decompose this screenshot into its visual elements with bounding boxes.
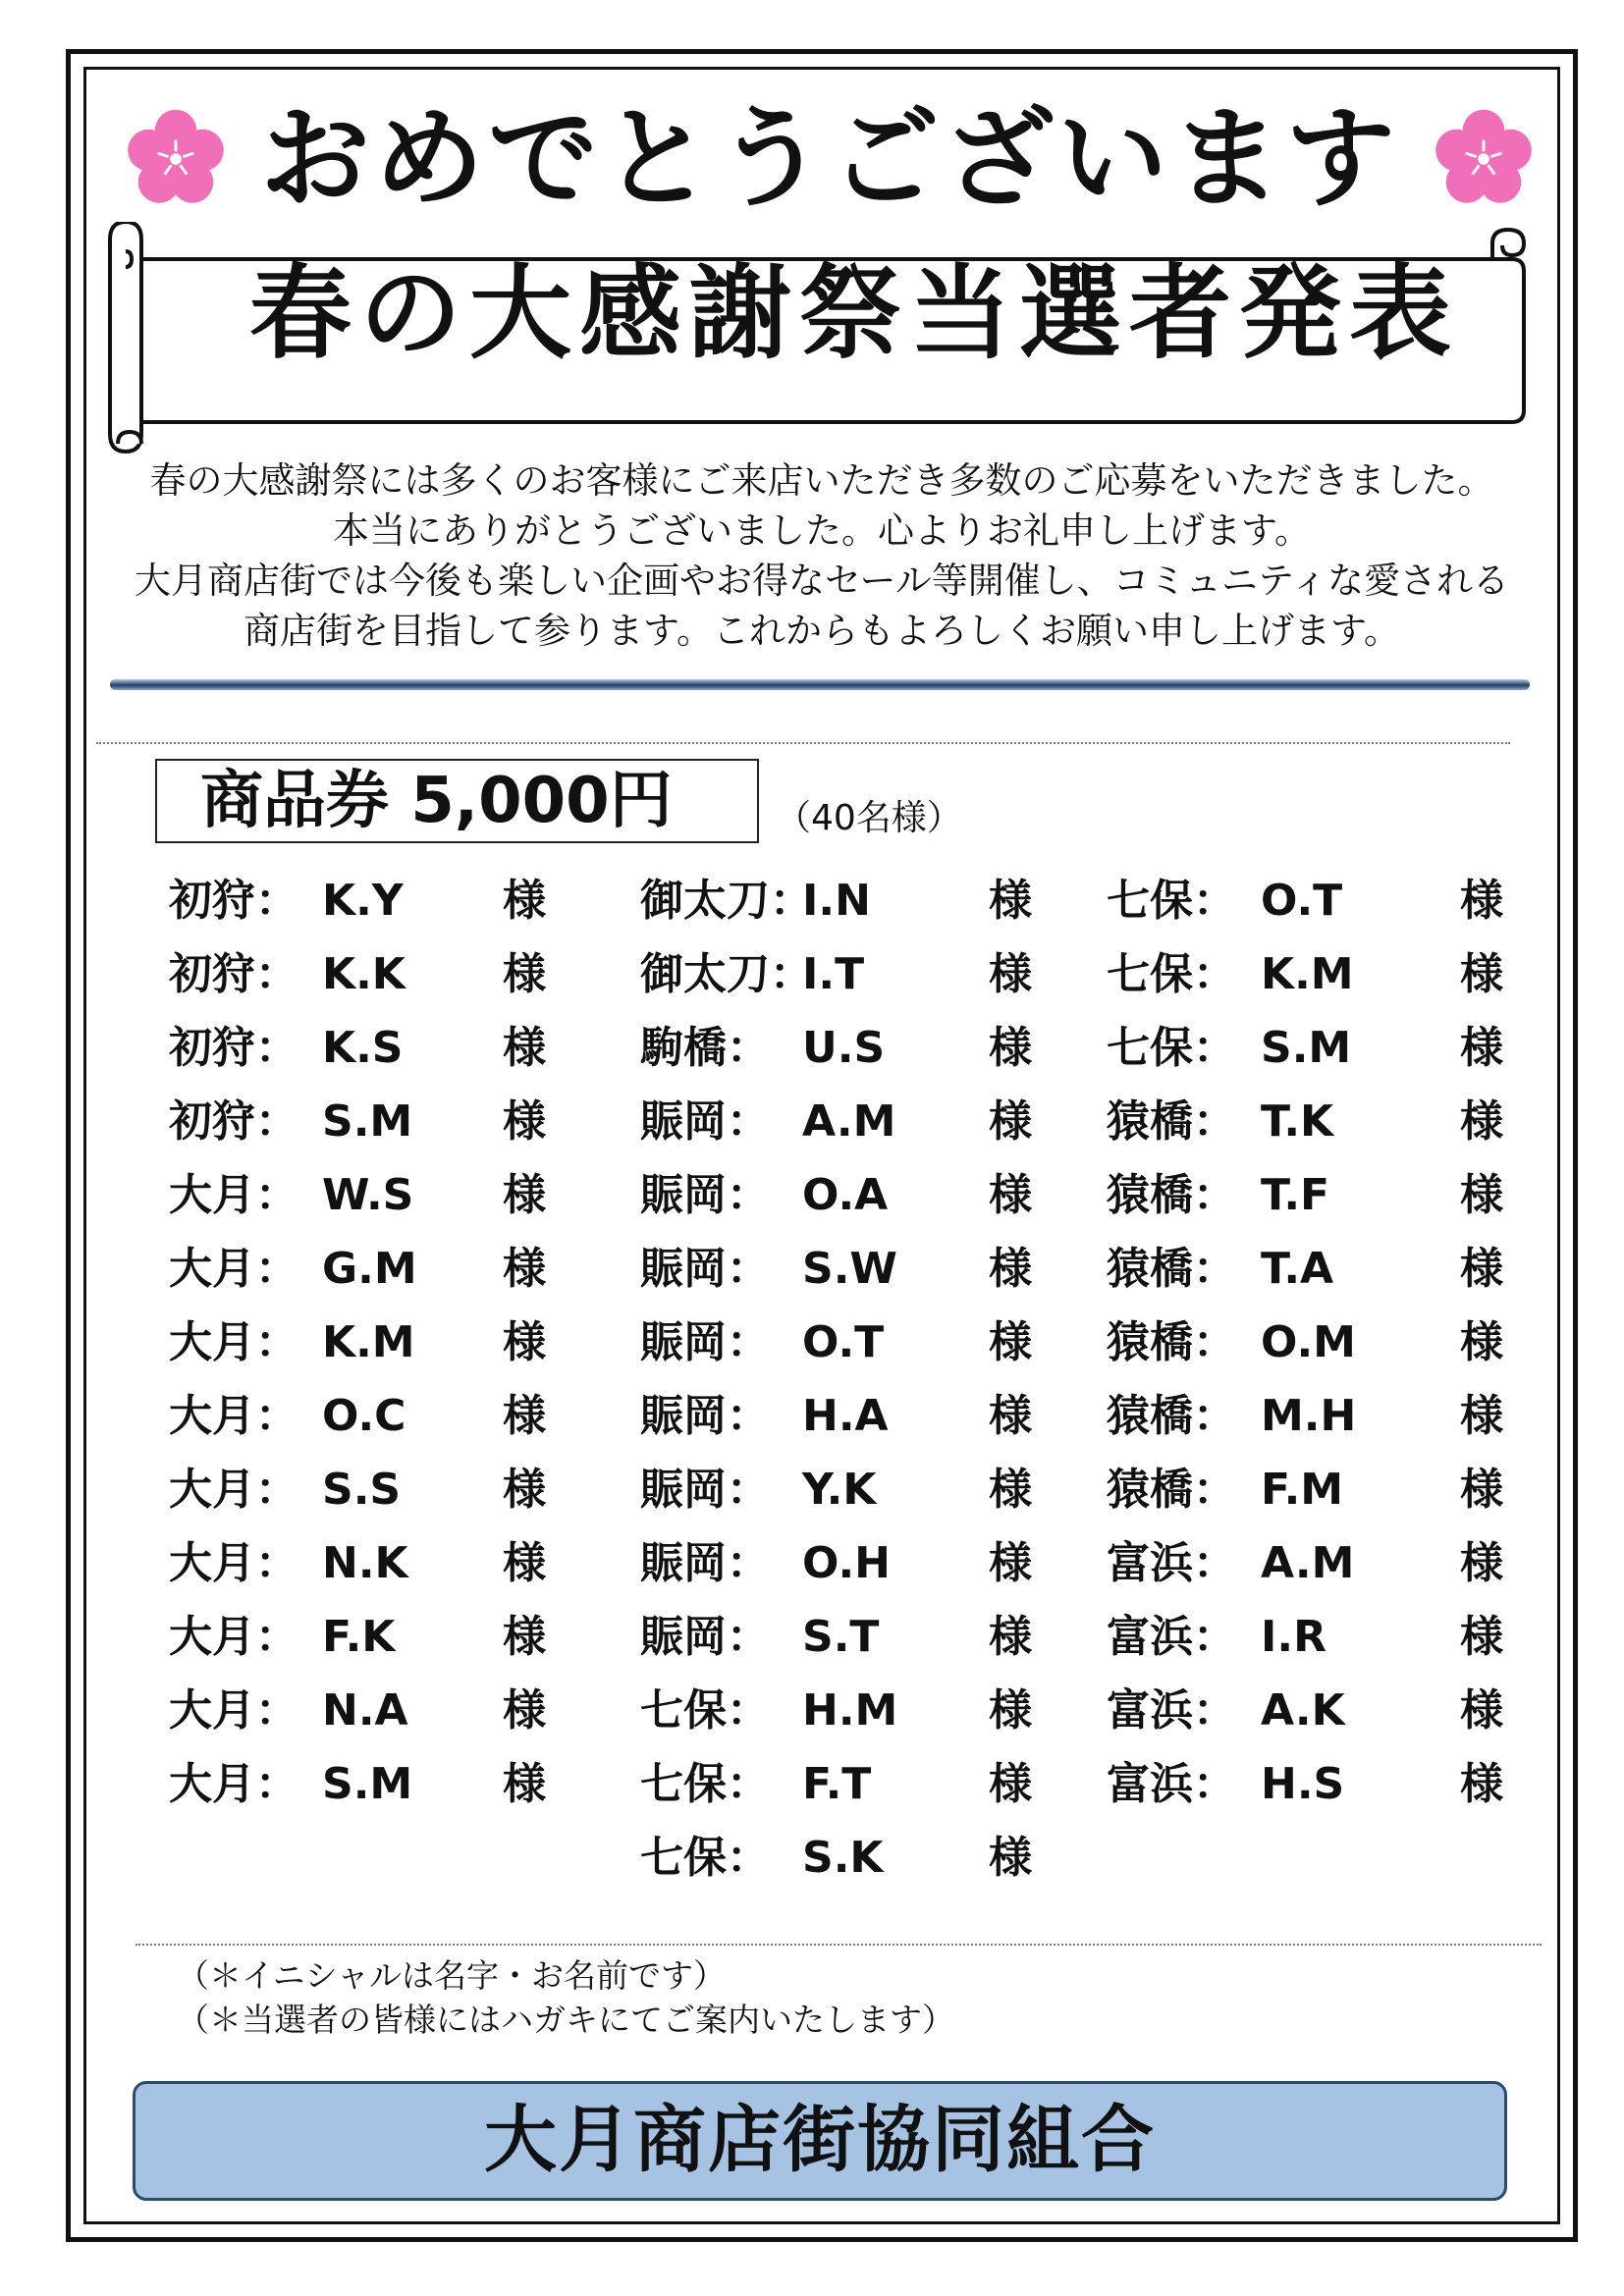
winner-honorific: 様	[503, 1023, 546, 1073]
winner-initials: H.S	[1261, 1759, 1345, 1809]
winner-area: 初狩：	[169, 876, 298, 926]
winner-honorific: 様	[1460, 1759, 1503, 1809]
dotted-divider-bottom	[135, 1944, 1542, 1946]
winner-initials: K.S	[322, 1023, 404, 1073]
winner-area: 猿橋：	[1107, 1170, 1236, 1220]
winner-honorific: 様	[989, 1170, 1032, 1220]
winner-initials: U.S	[802, 1023, 886, 1073]
organization-name: 大月商店街協同組合	[133, 2081, 1507, 2201]
winner-area: 初狩：	[169, 1023, 298, 1073]
winner-honorific: 様	[1460, 1465, 1503, 1515]
winner-initials: S.K	[802, 1833, 884, 1883]
intro-message	[79, 455, 1565, 656]
winner-honorific: 様	[989, 1538, 1032, 1588]
winner-area: 大月：	[169, 1317, 298, 1367]
winner-area: 賑岡：	[640, 1096, 770, 1147]
winner-area: 御太刀：	[640, 876, 813, 926]
winner-honorific: 様	[1460, 1317, 1503, 1367]
winner-honorific: 様	[503, 1096, 546, 1147]
winner-area: 七保：	[640, 1685, 770, 1735]
winner-initials: T.F	[1261, 1170, 1330, 1220]
winner-honorific: 様	[1460, 1538, 1503, 1588]
winner-area: 猿橋：	[1107, 1317, 1236, 1367]
winner-honorific: 様	[989, 1317, 1032, 1367]
winner-area: 大月：	[169, 1685, 298, 1735]
winner-area: 富浜：	[1107, 1759, 1236, 1809]
winner-honorific: 様	[989, 876, 1032, 926]
dotted-divider-top	[96, 742, 1510, 744]
prize-label: 商品券 5,000円	[155, 759, 759, 843]
winner-area: 七保：	[640, 1833, 770, 1883]
winner-honorific: 様	[989, 1833, 1032, 1883]
winner-area: 御太刀：	[640, 949, 813, 999]
winner-area: 賑岡：	[640, 1538, 770, 1588]
winner-honorific: 様	[1460, 1244, 1503, 1294]
winner-area: 賑岡：	[640, 1612, 770, 1662]
winner-initials: O.T	[1261, 876, 1343, 926]
winner-honorific: 様	[1460, 1612, 1503, 1662]
headline-row	[196, 90, 1463, 228]
winner-honorific: 様	[503, 1391, 546, 1441]
winner-area: 大月：	[169, 1244, 298, 1294]
winner-area: 七保：	[640, 1759, 770, 1809]
winner-honorific: 様	[989, 1465, 1032, 1515]
winner-area: 富浜：	[1107, 1612, 1236, 1662]
winner-area: 猿橋：	[1107, 1244, 1236, 1294]
winner-area: 初狩：	[169, 1096, 298, 1147]
winner-honorific: 様	[503, 876, 546, 926]
winner-honorific: 様	[1460, 1023, 1503, 1073]
winner-honorific: 様	[1460, 1170, 1503, 1220]
winner-area: 七保：	[1107, 1023, 1236, 1073]
winner-initials: O.C	[322, 1391, 406, 1441]
winner-area: 大月：	[169, 1170, 298, 1220]
intro-line: 春の大感謝祭には多くのお客様にご来店いただき多数のご応募をいただきました。	[149, 459, 1494, 502]
intro-line: 商店街を目指して参ります。これからもよろしくお願い申し上げます。	[243, 610, 1401, 652]
winner-initials: S.S	[322, 1465, 402, 1515]
winner-initials: I.N	[802, 876, 871, 926]
winner-initials: K.M	[1261, 949, 1354, 999]
winner-area: 初狩：	[169, 949, 298, 999]
winner-initials: M.H	[1261, 1391, 1357, 1441]
winner-honorific: 様	[989, 1391, 1032, 1441]
winner-initials: S.T	[802, 1612, 880, 1662]
winner-area: 大月：	[169, 1759, 298, 1809]
note-line: （＊イニシャルは名字・お名前です）	[177, 1956, 727, 1995]
winner-honorific: 様	[503, 1685, 546, 1735]
winner-initials: I.R	[1261, 1612, 1326, 1662]
winner-initials: N.K	[322, 1538, 408, 1588]
winner-honorific: 様	[503, 1538, 546, 1588]
winner-area: 富浜：	[1107, 1538, 1236, 1588]
winner-honorific: 様	[989, 1685, 1032, 1735]
winner-area: 大月：	[169, 1465, 298, 1515]
winner-initials: A.K	[1261, 1685, 1345, 1735]
winner-initials: G.M	[322, 1244, 417, 1294]
intro-line: 大月商店街では今後も楽しい企画やお得なセール等開催し、コミュニティな愛される	[134, 560, 1510, 602]
winner-area: 大月：	[169, 1391, 298, 1441]
prize-count: （40名様）	[776, 798, 962, 838]
winner-initials: K.K	[322, 949, 406, 999]
winner-honorific: 様	[989, 1244, 1032, 1294]
winner-area: 猿橋：	[1107, 1391, 1236, 1441]
blue-divider	[110, 679, 1530, 690]
intro-line: 本当にありがとうございました。心よりお礼申し上げます。	[332, 509, 1312, 552]
winner-initials: F.T	[802, 1759, 872, 1809]
winner-area: 賑岡：	[640, 1317, 770, 1367]
winner-honorific: 様	[503, 1317, 546, 1367]
winner-area: 大月：	[169, 1538, 298, 1588]
notes	[177, 1953, 954, 2042]
banner-title: 春の大感謝祭当選者発表	[248, 253, 1459, 373]
winner-honorific: 様	[1460, 1096, 1503, 1147]
winner-honorific: 様	[503, 1465, 546, 1515]
winner-initials: O.A	[802, 1170, 889, 1220]
headline: おめでとうございます	[260, 95, 1399, 223]
winner-initials: S.M	[322, 1096, 413, 1147]
winner-initials: S.M	[322, 1759, 413, 1809]
winner-area: 七保：	[1107, 949, 1236, 999]
winner-honorific: 様	[503, 1170, 546, 1220]
winner-honorific: 様	[1460, 876, 1503, 926]
winner-initials: F.M	[1261, 1465, 1344, 1515]
winner-initials: O.M	[1261, 1317, 1356, 1367]
winner-area: 猿橋：	[1107, 1096, 1236, 1147]
winner-initials: A.M	[802, 1096, 896, 1147]
winner-honorific: 様	[989, 1759, 1032, 1809]
winner-initials: Y.K	[802, 1465, 877, 1515]
winner-initials: F.K	[322, 1612, 396, 1662]
winner-area: 七保：	[1107, 876, 1236, 926]
winner-honorific: 様	[989, 1023, 1032, 1073]
winner-honorific: 様	[989, 1096, 1032, 1147]
winner-honorific: 様	[989, 1612, 1032, 1662]
cherry-blossom-icon	[119, 102, 233, 216]
winner-initials: O.T	[802, 1317, 885, 1367]
winner-area: 賑岡：	[640, 1170, 770, 1220]
winner-initials: I.T	[802, 949, 865, 999]
winner-initials: T.A	[1261, 1244, 1334, 1294]
winner-area: 大月：	[169, 1612, 298, 1662]
winner-honorific: 様	[503, 949, 546, 999]
winner-honorific: 様	[1460, 1685, 1503, 1735]
winner-initials: H.A	[802, 1391, 889, 1441]
title-scroll-banner	[98, 222, 1542, 467]
winner-honorific: 様	[1460, 949, 1503, 999]
winner-area: 賑岡：	[640, 1244, 770, 1294]
winner-initials: O.H	[802, 1538, 891, 1588]
winner-area: 賑岡：	[640, 1465, 770, 1515]
winner-initials: K.Y	[322, 876, 404, 926]
winner-area: 賑岡：	[640, 1391, 770, 1441]
winner-honorific: 様	[503, 1759, 546, 1809]
winner-initials: H.M	[802, 1685, 898, 1735]
winner-initials: S.M	[1261, 1023, 1352, 1073]
winner-initials: A.M	[1261, 1538, 1355, 1588]
winner-initials: W.S	[322, 1170, 414, 1220]
winner-initials: K.M	[322, 1317, 415, 1367]
winner-initials: N.A	[322, 1685, 408, 1735]
winner-honorific: 様	[503, 1612, 546, 1662]
winner-area: 駒橋：	[640, 1023, 770, 1073]
note-line: （＊当選者の皆様にはハガキにてご案内いたします）	[177, 2001, 954, 2039]
winner-initials: S.W	[802, 1244, 897, 1294]
winner-honorific: 様	[503, 1244, 546, 1294]
winner-honorific: 様	[1460, 1391, 1503, 1441]
winner-area: 富浜：	[1107, 1685, 1236, 1735]
winner-honorific: 様	[989, 949, 1032, 999]
cherry-blossom-icon	[1427, 102, 1541, 216]
winner-initials: T.K	[1261, 1096, 1334, 1147]
winner-area: 猿橋：	[1107, 1465, 1236, 1515]
